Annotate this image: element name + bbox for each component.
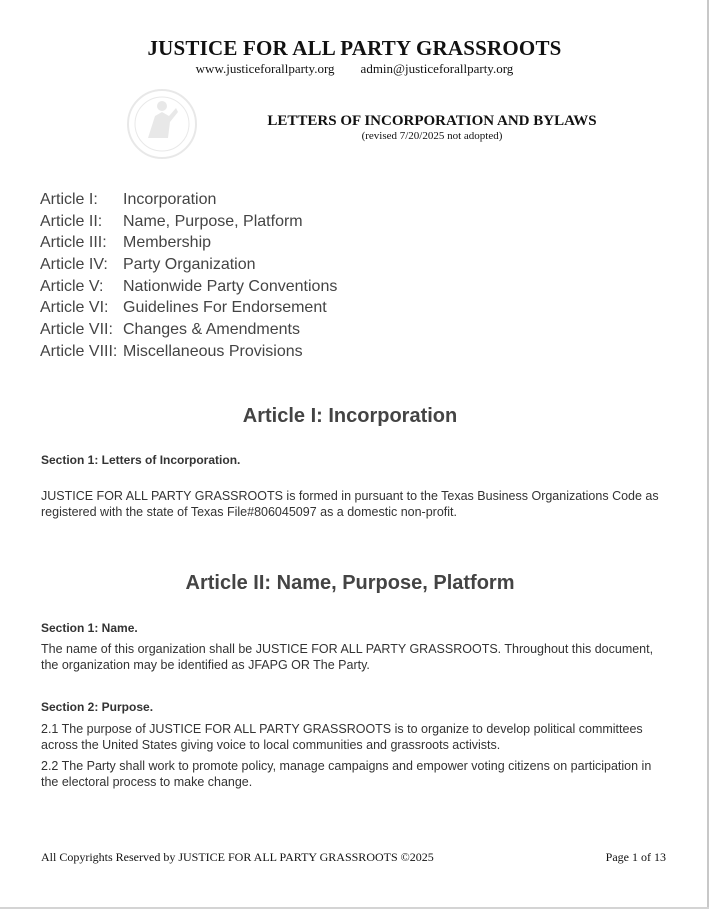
toc-article-number: Article VI: (40, 299, 109, 317)
toc-item (40, 232, 337, 254)
article-1-section-1-title: Section 1: Letters of Incorporation. (41, 453, 241, 467)
toc-article-title: Party Organization (123, 256, 256, 274)
document-title: JUSTICE FOR ALL PARTY GRASSROOTS (147, 36, 562, 60)
toc-item (40, 276, 337, 298)
party-logo-watermark-icon (122, 86, 202, 162)
toc-article-title: Nationwide Party Conventions (123, 277, 338, 295)
article-1-section-1-text: JUSTICE FOR ALL PARTY GRASSROOTS is formed in pursuant to the Texas Business Organizations Code as registered with the state of Texas File#806045097 as a domestic non-profit. (41, 489, 659, 519)
footer-page-number: Page 1 of 13 (605, 850, 666, 864)
toc-article-number: Article III: (40, 234, 107, 252)
toc-item (40, 211, 337, 233)
toc-item (40, 341, 337, 363)
article-2-section-2-title: Section 2: Purpose. (41, 700, 154, 714)
article-2-section-1-title: Section 1: Name. (41, 621, 138, 635)
toc-article-number: Article I: (40, 191, 98, 208)
email-link[interactable]: admin@justiceforallparty.org (360, 61, 514, 76)
toc-article-number: Article VII: (40, 321, 113, 339)
footer-copyright: All Copyrights Reserved by JUSTICE FOR ALL PARTY GRASSROOTS ©2025 (41, 850, 434, 864)
contact-line (0, 61, 709, 77)
revision-note: (revised 7/20/2025 not adopted) (361, 130, 503, 142)
toc-article-title: Miscellaneous Provisions (123, 342, 303, 360)
toc-article-title: Changes & Amendments (123, 321, 300, 339)
document-subtitle: LETTERS OF INCORPORATION AND BYLAWS (267, 113, 597, 129)
article-2-section-2-paragraph-2: 2.2 The Party shall work to promote policy, manage campaigns and empower voting citizens on participation in the electoral process to make change. (41, 759, 652, 789)
article-2-section-2-paragraph-1: 2.1 The purpose of JUSTICE FOR ALL PARTY GRASSROOTS is to organize to develop political committees across the United States giving voice to local communities and grassroots activists. (41, 722, 643, 752)
article-1-heading: Article I: Incorporation (242, 405, 458, 427)
table-of-contents (40, 189, 337, 363)
toc-article-number: Article V: (40, 277, 104, 295)
toc-item (40, 254, 337, 276)
website-link[interactable]: www.justiceforallparty.org (195, 61, 335, 76)
toc-item (40, 319, 337, 341)
toc-article-number: Article IV: (40, 256, 108, 274)
toc-article-title: Name, Purpose, Platform (123, 212, 303, 230)
toc-article-title: Incorporation (123, 191, 217, 208)
toc-article-title: Membership (123, 234, 212, 252)
article-2-section-1-text: The name of this organization shall be JUSTICE FOR ALL PARTY GRASSROOTS. Throughout this document, the organization may be identified as JFAPG OR The Party. (41, 642, 654, 672)
toc-item (40, 189, 337, 211)
toc-article-number: Article II: (40, 212, 103, 230)
article-2-heading: Article II: Name, Purpose, Platform (185, 572, 515, 594)
toc-article-number: Article VIII: (40, 342, 118, 360)
toc-article-title: Guidelines For Endorsement (123, 299, 327, 317)
toc-item (40, 297, 337, 319)
